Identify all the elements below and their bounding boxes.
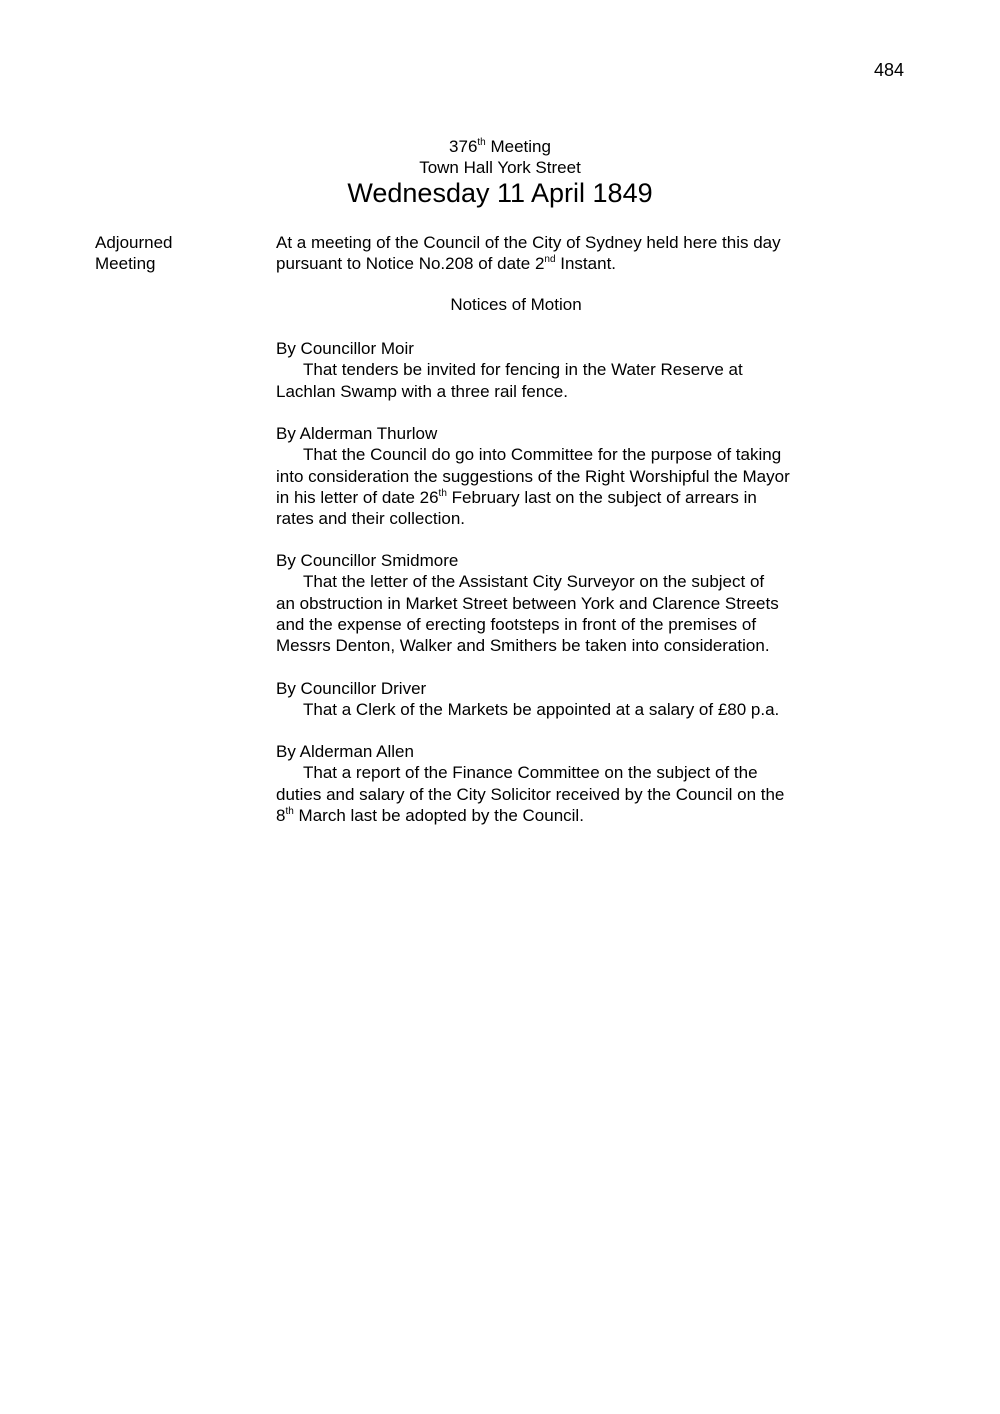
- notices-heading: Notices of Motion: [450, 295, 582, 314]
- motion-mover: By Alderman Allen: [276, 742, 414, 761]
- motion-smidmore: [276, 550, 856, 656]
- motion-line: That tenders be invited for fencing in the Water Reserve at: [303, 360, 743, 380]
- intro-line-2-end: Instant.: [555, 254, 617, 274]
- motion-line: an obstruction in Market Street between York and Clarence Streets: [276, 593, 779, 613]
- intro-line-2: [276, 253, 856, 274]
- motion-line: rates and their collection.: [276, 509, 465, 529]
- meeting-number-suffix: th: [477, 137, 486, 148]
- motion-line-end: March last be adopted by the Council.: [293, 805, 584, 825]
- motion-line: That a Clerk of the Markets be appointed at a salary of £80 p.a.: [303, 700, 780, 720]
- motion-line-text: 8: [276, 805, 286, 825]
- motion-superscript: th: [285, 805, 294, 817]
- meeting-number: [0, 137, 1000, 157]
- motion-line: into consideration the suggestions of the Right Worshipful the Mayor: [276, 466, 790, 486]
- margin-note-line-1: Adjourned: [95, 233, 173, 252]
- motion-line: duties and salary of the City Solicitor received by the Council on the: [276, 784, 785, 804]
- motion-line: [276, 805, 856, 826]
- intro-paragraph: [276, 232, 856, 275]
- motion-thurlow: [276, 423, 856, 529]
- meeting-venue: Town Hall York Street: [419, 158, 581, 177]
- motion-mover: By Councillor Smidmore: [276, 551, 459, 570]
- motion-driver: [276, 678, 856, 721]
- motion-line: Messrs Denton, Walker and Smithers be taken into consideration.: [276, 636, 770, 656]
- intro-line-1: At a meeting of the Council of the City of Sydney held here this day: [276, 233, 781, 252]
- motion-mover: By Councillor Moir: [276, 339, 414, 358]
- page-number: 484: [873, 60, 904, 80]
- motion-line: and the expense of erecting footsteps in front of the premises of: [276, 614, 757, 634]
- motion-mover: By Alderman Thurlow: [276, 424, 438, 443]
- margin-note-line-2: Meeting: [95, 254, 156, 274]
- motion-line: That the Council do go into Committee for the purpose of taking: [303, 445, 782, 465]
- intro-superscript: nd: [544, 254, 556, 266]
- motion-line: That a report of the Finance Committee on the subject of the: [303, 763, 758, 783]
- motion-mover: By Councillor Driver: [276, 679, 427, 698]
- motion-line-text: in his letter of date 26: [276, 487, 439, 507]
- motion-allen: [276, 741, 856, 826]
- margin-note: [95, 232, 255, 275]
- motion-line: [276, 487, 856, 508]
- motion-moir: [276, 338, 856, 402]
- motion-line-end: February last on the subject of arrears in: [446, 487, 757, 507]
- meeting-word: Meeting: [485, 137, 551, 156]
- motion-superscript: th: [438, 487, 447, 499]
- meeting-number-value: 376: [449, 137, 478, 156]
- meeting-date-title: Wednesday 11 April 1849: [347, 178, 653, 208]
- motion-line: Lachlan Swamp with a three rail fence.: [276, 381, 568, 401]
- intro-line-2-text: pursuant to Notice No.208 of date 2: [276, 254, 545, 274]
- motion-line: That the letter of the Assistant City Surveyor on the subject of: [303, 572, 765, 592]
